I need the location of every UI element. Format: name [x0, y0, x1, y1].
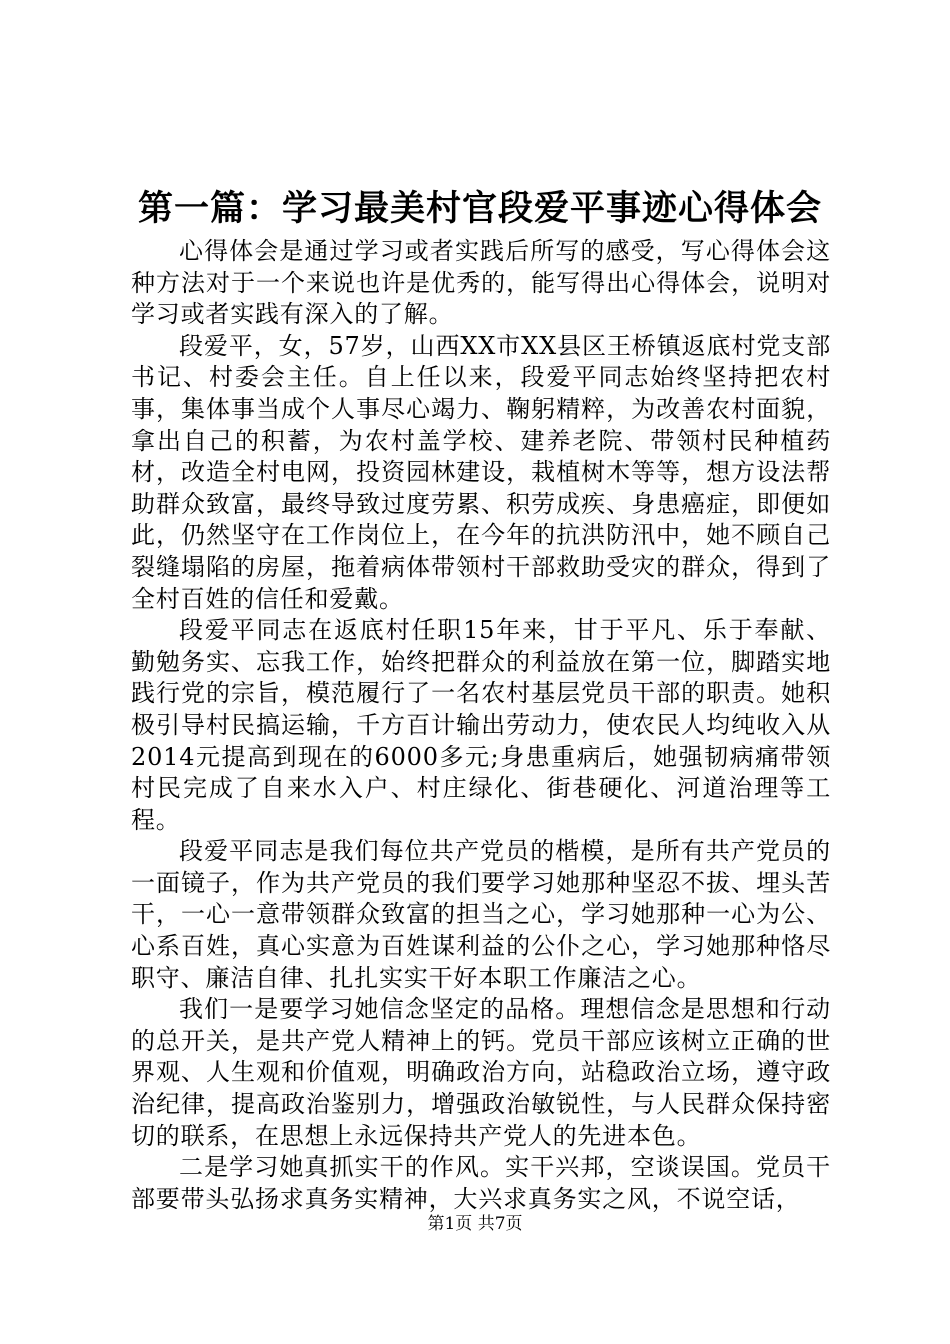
- paragraph-6: 二是学习她真抓实干的作风。实干兴邦，空谈误国。党员干部要带头弘扬求真务实精神，大兴求真务实之风，不说空话，: [131, 1153, 831, 1213]
- paragraph-2: 段爱平，女，57岁，山西XX市XX县区王桥镇返底村党支部书记、村委会主任。自上任以来，段爱平同志始终坚持把农村事，集体事当成个人事尽心竭力、鞠躬精粹，为改善农村面貌，拿出自己的积蓄，为农村盖学校、建养老院、带领村民种植药材，改造全村电网，投资园林建设，栽植树木等等，想方设法帮助群众致富，最终导致过度劳累、积劳成疾、身患癌症，即便如此，仍然坚守在工作岗位上，在今年的抗洪防汛中，她不顾自己裂缝塌陷的房屋，拖着病体带领村干部救助受灾的群众，得到了全村百姓的信任和爱戴。: [131, 331, 831, 613]
- paragraph-3: 段爱平同志在返底村任职15年来，甘于平凡、乐于奉献、勤勉务实、忘我工作，始终把群众的利益放在第一位，脚踏实地践行党的宗旨，模范履行了一名农村基层党员干部的职责。她积极引导村民搞运输，千方百计输出劳动力，使农民人均纯收入从2014元提高到现在的6000多元;身患重病后，她强韧病痛带领村民完成了自来水入户、村庄绿化、街巷硬化、河道治理等工程。: [131, 616, 831, 834]
- document-title: 第一篇：学习最美村官段爱平事迹心得体会: [137, 188, 822, 229]
- page-footer: 第1页 共7页: [427, 1214, 523, 1234]
- document-body: [131, 236, 831, 1215]
- paragraph-5: 我们一是要学习她信念坚定的品格。理想信念是思想和行动的总开关，是共产党人精神上的钙。党员干部应该树立正确的世界观、人生观和价值观，明确政治方向，站稳政治立场，遵守政治纪律，提高政治鉴别力，增强政治敏锐性，与人民群众保持密切的联系，在思想上永远保持共产党人的先进本色。: [131, 995, 831, 1150]
- paragraph-1: 心得体会是通过学习或者实践后所写的感受，写心得体会这种方法对于一个来说也许是优秀的，能写得出心得体会，说明对学习或者实践有深入的了解。: [131, 237, 831, 329]
- paragraph-4: 段爱平同志是我们每位共产党员的楷模，是所有共产党员的一面镜子，作为共产党员的我们要学习她那种坚忍不拔、埋头苦干，一心一意带领群众致富的担当之心，学习她那种一心为公、心系百姓，真心实意为百姓谋利益的公仆之心，学习她那种恪尽职守、廉洁自律、扎扎实实干好本职工作廉洁之心。: [131, 837, 831, 992]
